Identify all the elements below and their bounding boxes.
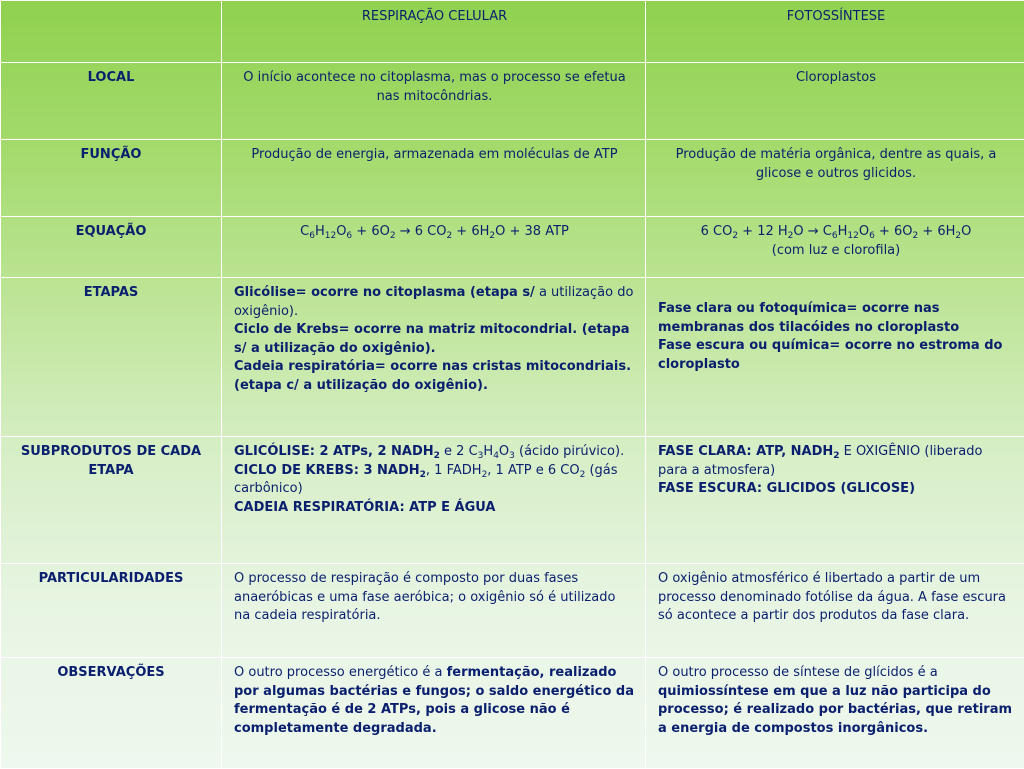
etapas-respiracao: Glicólise= ocorre no citoplasma (etapa s/ a utilização do oxigênio). Ciclo de Krebs= ocorre na matriz mitocondrial. (etapa s/ a utilização do oxigênio). Cadeia respiratória= ocorre nas cristas mitocondriais. (etapa c/ a utilização do oxigênio). [222,278,646,437]
row-label-particularidades: PARTICULARIDADES [1,564,222,658]
header-empty-cell [1,1,222,63]
row-label-funcao: FUNÇÃO [1,140,222,217]
equacao-fotossintese: 6 $CO_2 + 12$ $H_2O \to C_6H_{12}O_6 + 6O_2 + 6H_2O$ (com luz e clorofila) [646,217,1024,278]
row-label-subprodutos: SUBPRODUTOS DE CADA ETAPA [1,437,222,564]
funcao-respiracao: Produção de energia, armazenada em moléculas de ATP [222,140,646,217]
particularidades-fotossintese: O oxigênio atmosférico é libertado a partir de um processo denominado fotólise da água. A fase escura só acontece a partir dos produtos da fase clara. [646,564,1024,658]
row-funcao [1,140,1024,217]
row-equacao [1,217,1024,278]
observacoes-fotossintese: O outro processo de síntese de glícidos é a quimiossíntese em que a luz não participa do processo; é realizado por bactérias, que retiram a energia de compostos inorgânicos. [646,658,1024,769]
row-particularidades [1,564,1024,658]
funcao-fotossintese: Produção de matéria orgânica, dentre as quais, a glicose e outros glicidos. [646,140,1024,217]
local-fotossintese: Cloroplastos [646,63,1024,140]
row-subprodutos [1,437,1024,564]
header-row [1,1,1024,63]
row-label-local: LOCAL [1,63,222,140]
header-respiracao: RESPIRAÇÃO CELULAR [222,1,646,63]
row-label-etapas: ETAPAS [1,278,222,437]
equacao-respiracao: $C_6H_{12}O_6 + 6O_2 \to 6$ $CO_2 + 6H_2O + 38$ ATP [222,217,646,278]
row-label-observacoes: OBSERVAÇÕES [1,658,222,769]
subprodutos-respiracao: GLICÓLISE: 2 ATPs, 2 $NADH_2$ e 2 $C_3H_4O_3$ (ácido pirúvico). CICLO DE KREBS: 3 $NADH_2$, 1 $FADH_2$, 1 ATP e 6 $CO_2$ (gás carbônico) CADEIA RESPIRATÓRIA: ATP E ÁGUA [222,437,646,564]
row-local [1,63,1024,140]
etapas-fotossintese: Fase clara ou fotoquímica= ocorre nas membranas dos tilacóides no cloroplasto Fase escura ou química= ocorre no estroma do cloroplasto [646,278,1024,437]
subprodutos-fotossintese: FASE CLARA: ATP, $NADH_2$ E OXIGÊNIO (liberado para a atmosfera) FASE ESCURA: GLICIDOS (GLICOSE) [646,437,1024,564]
row-label-equacao: EQUAÇÃO [1,217,222,278]
header-fotossintese: FOTOSSÍNTESE [646,1,1024,63]
observacoes-respiracao: O outro processo energético é a fermentação, realizado por algumas bactérias e fungos; o saldo energético da fermentação é de 2 ATPs, pois a glicose não é completamente degradada. [222,658,646,769]
row-observacoes [1,658,1024,769]
row-etapas [1,278,1024,437]
equacao-note: (com luz e clorofila) [772,243,900,258]
local-respiracao: O início acontece no citoplasma, mas o processo se efetua nas mitocôndrias. [222,63,646,140]
particularidades-respiracao: O processo de respiração é composto por duas fases anaeróbicas e uma fase aeróbica; o oxigênio só é utilizado na cadeia respiratória. [222,564,646,658]
